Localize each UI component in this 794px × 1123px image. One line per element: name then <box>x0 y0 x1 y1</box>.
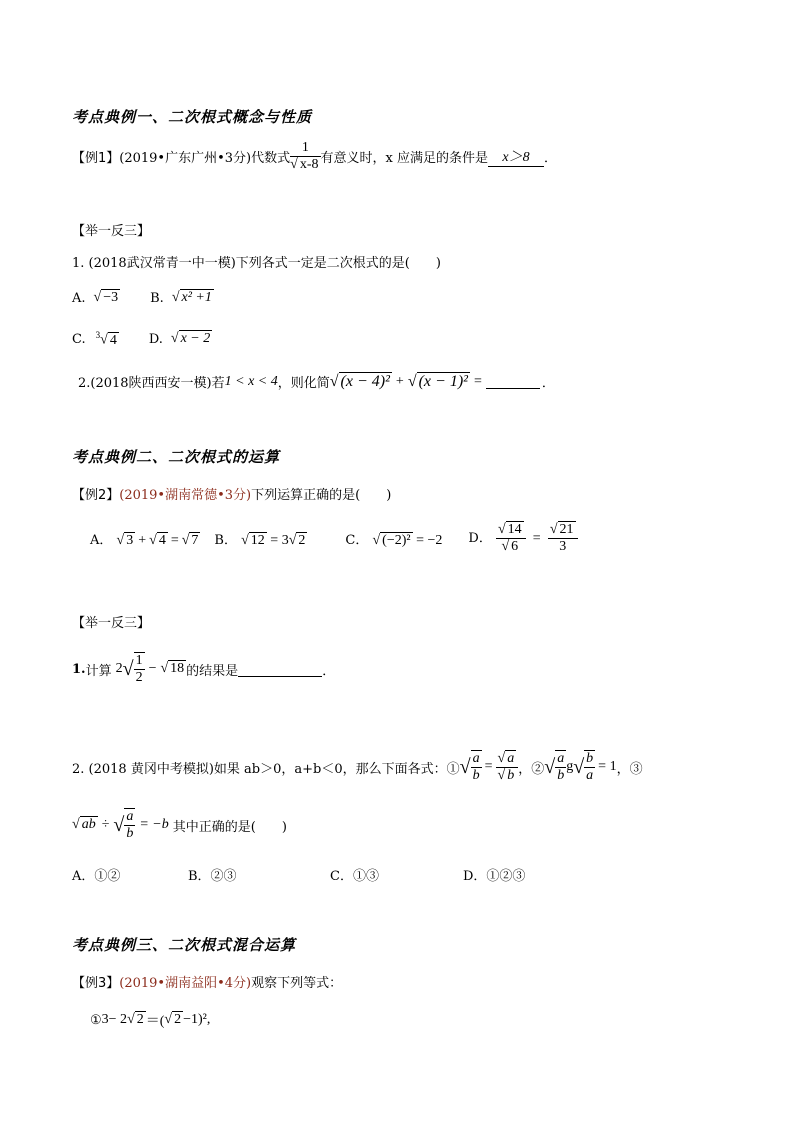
s2-q1-frac <box>134 652 145 686</box>
s2-q2-g: g <box>566 759 574 775</box>
example1-source: (2019•广东广州•3分) <box>119 151 252 167</box>
example3-eq1-mid: ＝( <box>145 1014 165 1029</box>
s2-q2-f1-num: a <box>471 751 482 768</box>
s2-q1-coef: 2 <box>115 661 123 677</box>
s1-q2-pre: 2.(2018陕西西安一模)若 <box>78 376 225 391</box>
ex2-opt-b-eq: = 3 <box>270 532 289 548</box>
s2-q2-opt-d: D．①②③ <box>463 869 526 884</box>
s2-q1-sqrt-sign: √ <box>122 657 134 680</box>
example1-frac-num: 1 <box>290 140 320 157</box>
section3-heading: 考点典例三、二次根式混合运算 <box>72 936 297 954</box>
s1-q1-opt-a-rad: −3 <box>103 290 119 305</box>
section2-heading: 考点典例二、二次根式的运算 <box>72 448 281 466</box>
example1-end: ． <box>543 151 557 167</box>
ex2-opt-a-eq: = <box>170 532 179 548</box>
s2-q2-pre: 2. (2018 黄冈中考模拟)如果 ab＞0，a+b＜0，那么下面各式：① <box>72 761 460 777</box>
s2-q2-opt-a: A．①② <box>72 869 121 884</box>
ex2-opt-a-r3: 7 <box>191 532 199 548</box>
example3-eq1 <box>90 1010 210 1030</box>
ex2-opt-c-eq: = −2 <box>416 532 443 548</box>
example3-eq1-rad2-wrap: √ 2 <box>164 1012 182 1027</box>
s2-q2-f5 <box>124 808 135 842</box>
ex2-opt-c <box>345 529 442 549</box>
s2-q1-fden: 2 <box>135 670 143 686</box>
s1-q1-opt-d-rad: x − 2 <box>180 331 211 347</box>
example1-answer-text: x＞8 <box>502 150 530 166</box>
s2-q2-opt-c: C．①③ <box>330 869 379 884</box>
ex2-opt-d-label: D． <box>468 531 492 547</box>
example3 <box>72 972 342 991</box>
example1-frac-den: x-8 <box>299 157 319 173</box>
s2-q2-f5-den: b <box>126 826 134 842</box>
s2-q2-line1 <box>72 750 643 784</box>
example3-eq1-pre: 3− 2 <box>101 1012 128 1027</box>
example3-eq1-post: −1)², <box>183 1012 211 1027</box>
ex2-opt-d-den: 6 <box>511 539 519 555</box>
s1-q2-eq: = <box>473 373 482 389</box>
s1-q2 <box>78 372 555 391</box>
example2-options <box>90 522 578 555</box>
s1-q1-opt-c-rad: 4 <box>109 332 117 348</box>
s1-q1-opt-c: $^3$√ 4 <box>95 330 117 348</box>
ex2-opt-d-rden: 3 <box>559 539 567 555</box>
s2-q2-opt-b: B．②③ <box>188 869 237 884</box>
s2-q2-sep2: ，③ <box>616 761 643 777</box>
s1-q2-plus: + <box>395 373 404 389</box>
ex2-opt-b-expr: √ 12 = 3√ 2 <box>241 532 306 548</box>
s2-q2-f2 <box>496 751 519 784</box>
s2-q2-line2-rad: ab <box>81 817 96 833</box>
s1-q1-options-ab <box>72 290 214 306</box>
section2-juyi: 【举一反三】 <box>72 616 151 631</box>
ex2-opt-c-expr: √ (−2)² = −2 <box>372 532 443 548</box>
s2-q1-rad-wrap: √ 18 <box>160 661 185 677</box>
example1-label: 【例1】 <box>72 151 120 167</box>
ex2-opt-d-eq: = <box>532 531 541 547</box>
example1-answer <box>488 146 544 167</box>
s2-q2-f3-num: a <box>555 751 566 768</box>
s2-q2-div: ÷ <box>101 817 110 833</box>
ex2-opt-c-label: C． <box>345 532 369 548</box>
s2-q2-f1-den: b <box>472 768 480 784</box>
s2-q1-rad: 18 <box>170 661 185 677</box>
s2-q2-f2-num: a <box>507 750 515 766</box>
ex2-opt-b-label: B． <box>214 532 237 548</box>
ex2-opt-c-rad: (−2)² <box>382 532 411 548</box>
s1-q2-cond: 1 < x < 4 <box>224 373 278 389</box>
s2-q2-f5-num: a <box>124 809 135 826</box>
s2-q1-minus: − <box>148 661 157 677</box>
s2-q1-end: ． <box>322 663 336 679</box>
ex2-opt-a <box>90 529 200 549</box>
ex2-opt-d-rnum-wrap: √ 21 <box>548 522 578 539</box>
ex2-opt-d-num: 14 <box>507 522 522 537</box>
s2-q2-f2-num-wrap: √ a <box>496 751 519 768</box>
section1-juyi: 【举一反三】 <box>72 224 151 239</box>
section1-heading: 考点典例一、二次根式概念与性质 <box>72 108 313 126</box>
s2-q2-sep1: ，② <box>518 761 545 777</box>
example1-pre: 代数式 <box>251 151 291 167</box>
example3-eq1-rad2: 2 <box>174 1012 182 1027</box>
ex2-opt-a-label: A． <box>90 532 113 548</box>
ex2-opt-a-r1: 3 <box>126 532 134 548</box>
s1-q1-opt-d: √ x − 2 <box>170 331 211 347</box>
s2-q2-line2 <box>72 808 287 842</box>
s2-q2-f1 <box>471 750 482 784</box>
example2-source: (2019•湖南常德•3分) <box>119 488 252 503</box>
s2-q2-f2-den: b <box>507 767 515 783</box>
s1-q2-rad2-content: (x − 1)² <box>418 372 468 390</box>
s2-q2-eq1: = <box>484 759 493 775</box>
example1-frac-den-wrap: √ x-8 <box>290 157 319 173</box>
s1-q2-rad1-content: (x − 4)² <box>340 372 390 390</box>
s2-q2-line2-post: 其中正确的是( ) <box>172 819 287 835</box>
ex2-opt-d-rnum: 21 <box>559 522 574 537</box>
example1-fraction <box>290 140 320 173</box>
s1-q2-blank <box>486 374 540 389</box>
s2-q2-eq2: = 1 <box>598 759 617 775</box>
s1-q1-opt-d-label: D. <box>148 331 163 347</box>
ex2-opt-d-rfrac <box>548 522 578 555</box>
s1-q2-rad2: √ (x − 1)² <box>407 372 468 390</box>
s1-q2-rad1: √ (x − 4)² <box>329 372 390 390</box>
s1-q1-opt-b-label: B. <box>150 290 164 306</box>
example3-text: 观察下列等式： <box>251 976 343 991</box>
s2-q2-f3-sqrt: √ <box>544 755 556 778</box>
s2-q2-f1-sqrt: √ <box>459 755 471 778</box>
example3-eq1-rad1: 2 <box>136 1012 144 1027</box>
s1-q1-text: 1. (2018武汉常青一中一模)下列各式一定是二次根式的是( ) <box>72 256 441 271</box>
s1-q1-options-cd <box>72 330 212 349</box>
ex2-opt-a-plus: + <box>138 532 147 548</box>
s2-q2-eq3: = −b <box>139 817 169 833</box>
s2-q1 <box>72 652 335 686</box>
s2-q1-pre: 计算 <box>85 663 112 679</box>
s2-q1-label: 1. <box>72 661 86 677</box>
ex2-opt-a-r2: 4 <box>158 532 166 548</box>
example3-eq1-circle: ① <box>90 1012 102 1028</box>
example3-eq1-rad1-wrap: √ 2 <box>127 1012 144 1027</box>
example2-text: 下列运算正确的是( ) <box>251 488 392 503</box>
s1-q1-opt-a: √ −3 <box>93 290 119 305</box>
s2-q1-fnum: 1 <box>134 653 145 670</box>
s2-q2-f4-sqrt: √ <box>573 755 585 778</box>
s1-q2-end: ． <box>541 376 555 391</box>
ex2-opt-b-r2: 2 <box>298 532 306 548</box>
example2 <box>72 484 391 503</box>
example3-source: (2019•湖南益阳•4分) <box>119 976 252 991</box>
s2-q2-f2-den-wrap: √ b <box>497 767 515 783</box>
ex2-opt-d-den-wrap: √ 6 <box>501 539 519 555</box>
s1-q2-mid: ，则化简 <box>277 376 330 391</box>
s1-q1-opt-b-rad: x² +1 <box>181 290 212 305</box>
example1-post: 有意义时，x 应满足的条件是 <box>320 151 488 167</box>
s2-q1-blank <box>238 662 322 677</box>
ex2-opt-d-frac <box>496 522 526 555</box>
ex2-opt-b-r1: 12 <box>250 532 265 548</box>
s2-q2-f5-sqrt: √ <box>113 813 125 836</box>
example2-label: 【例2】 <box>72 488 120 503</box>
s1-q1-opt-c-index: 3 <box>95 330 101 340</box>
ex2-opt-a-expr: √ 3 + √ 4 = √ 7 <box>116 532 199 548</box>
ex2-opt-b <box>214 529 307 549</box>
s2-q2-f4 <box>584 750 595 784</box>
s1-q1-opt-a-label: A. <box>72 290 86 306</box>
s2-q2-f3-den: b <box>557 768 565 784</box>
ex2-opt-d <box>468 522 577 555</box>
s2-q2-f4-num: b <box>584 751 595 768</box>
s2-q2-f4-den: a <box>586 768 594 784</box>
s1-q1-opt-b: √ x² +1 <box>171 290 212 305</box>
ex2-opt-d-num-wrap: √ 14 <box>496 522 526 539</box>
s2-q1-post: 的结果是 <box>186 663 239 679</box>
s2-q2-line2-rad-wrap: √ ab <box>72 817 96 833</box>
s2-q2-f3 <box>555 750 566 784</box>
example3-label: 【例3】 <box>72 976 120 991</box>
example1 <box>72 140 557 173</box>
s1-q1-opt-c-label: C. <box>72 331 86 347</box>
